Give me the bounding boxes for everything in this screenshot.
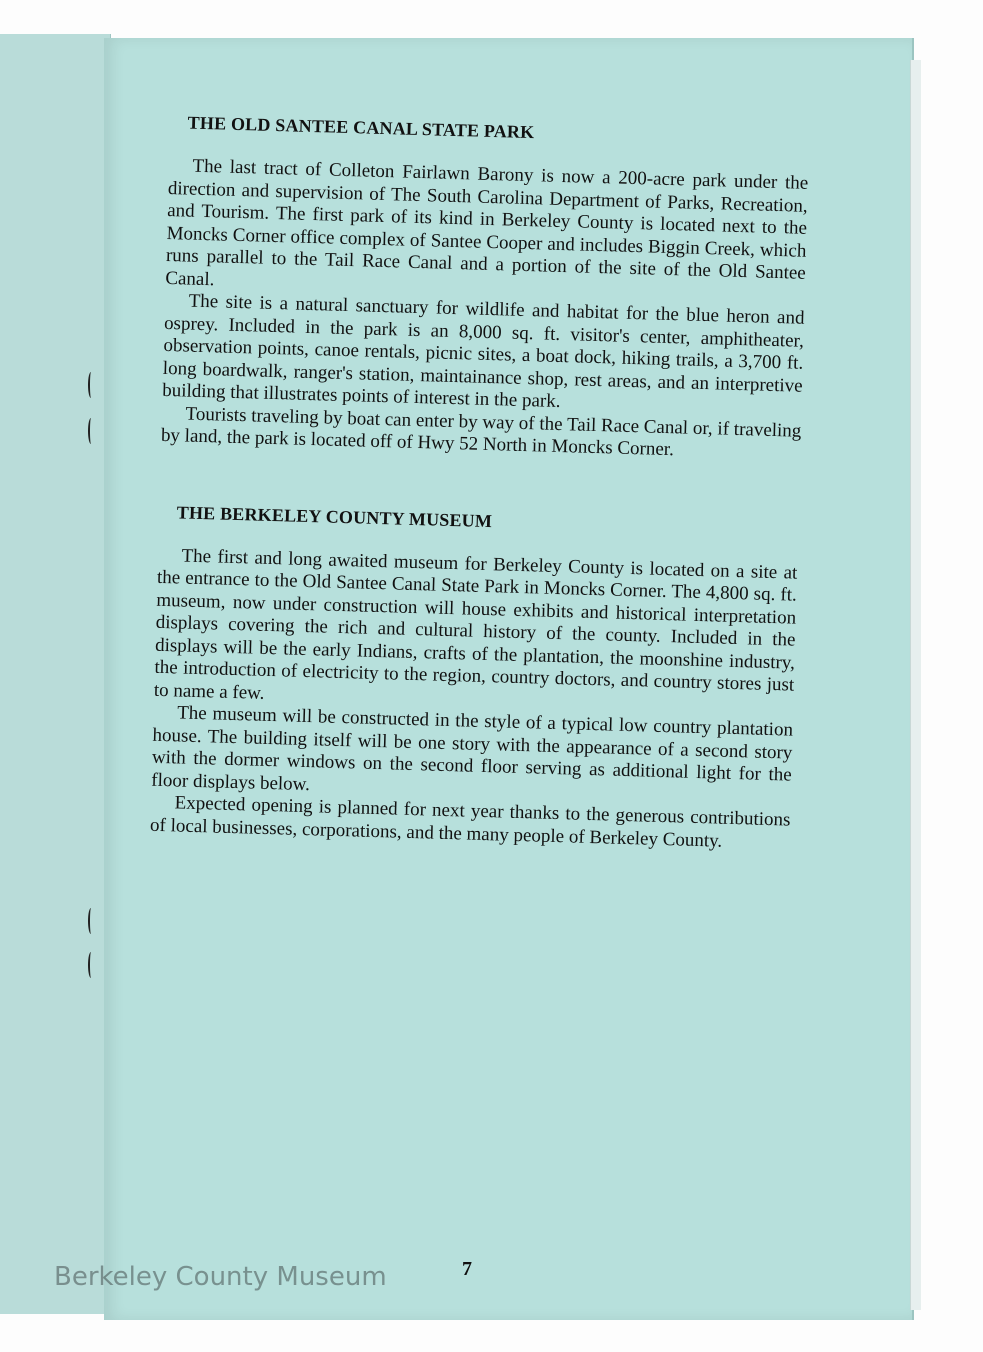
- section-title: THE BERKELEY COUNTY MUSEUM: [176, 501, 493, 531]
- binding-staple: [88, 952, 94, 978]
- facing-page: [0, 34, 111, 1314]
- paragraph: The first and long awaited museum for Berkeley County is located on a site at the entrance to the Old Santee Canal State Park in Moncks Corner. The 4,800 sq. ft. museum, now under construction will house exhibits and historical interpretation displays covering the rich and cultural history of the county. Included in the displays will be the early Indians, crafts of the plantation, the moonshine industry, the introduction of electricity to the region, country doctors, and country stores just to name a few.: [153, 545, 798, 704]
- binding-staple: [88, 418, 94, 444]
- section-old-santee-canal: [161, 112, 810, 465]
- page-number: 7: [462, 1258, 472, 1280]
- section-title: THE OLD SANTEE CANAL STATE PARK: [187, 112, 535, 143]
- paragraph: The last tract of Colleton Fairlawn Barony is now a 200-acre park under the direction and supervision of The South Carolina Department of Parks, Recreation, and Tourism. The first park of its kind in Berkeley County is located next to the Moncks Corner office complex of Santee Cooper and includes Biggin Creek, which runs parallel to the Tail Race Canal and a portion of the site of the Old Santee Canal.: [165, 155, 809, 290]
- paragraph: Tourists traveling by boat can enter by way of the Tail Race Canal or, if traveling by land, the park is located off of Hwy 52 North in Moncks Corner.: [160, 403, 802, 461]
- paragraph: The site is a natural sanctuary for wildlife and habitat for the blue heron and osprey. Included in the park is an 8,000 sq. ft. visitor's center, amphitheater, observation points, canoe rentals, picnic sites, a boat dock, hiking trails, a 3,700 ft. long boardwalk, ranger's station, maintainance shop, rest areas, and an interpretive building that illustrates points of interest in the park.: [161, 290, 805, 413]
- page-content: [150, 112, 810, 855]
- paragraph: Expected opening is planned for next year thanks to the generous contributions of local businesses, corporations, and the many people of Berkeley County.: [149, 792, 791, 852]
- binding-staple: [88, 908, 94, 934]
- paragraph: The museum will be constructed in the style of a typical low country plantation house. The building itself will be one story with the appearance of a second story with the dormer windows on the second floor serving as additional light for the floor displays below.: [151, 702, 794, 795]
- page-edge: [910, 60, 921, 1310]
- watermark-text: Berkeley County Museum: [54, 1262, 387, 1292]
- section-berkeley-county-museum: [150, 501, 799, 854]
- binding-staple: [88, 372, 94, 398]
